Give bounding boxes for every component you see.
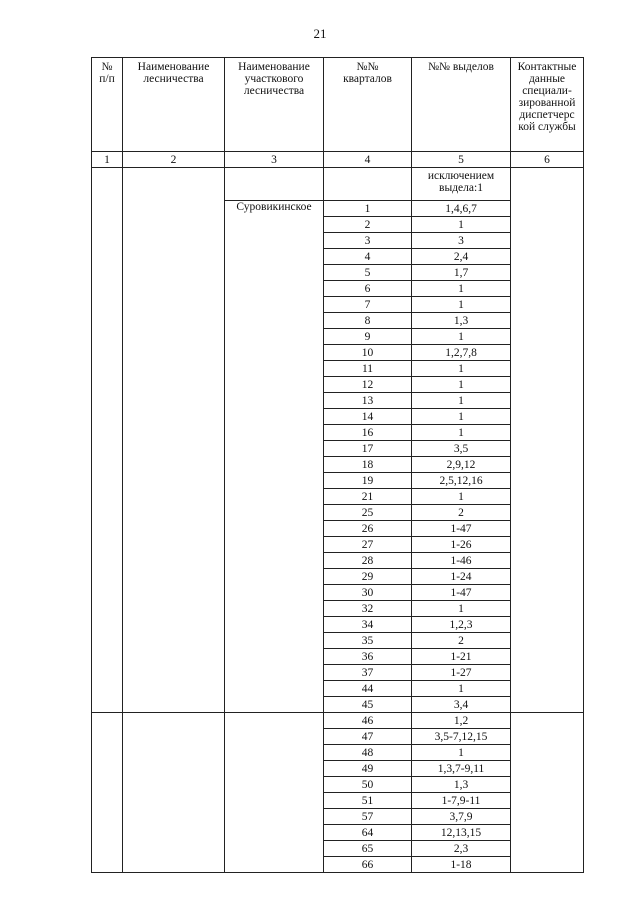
kvartal-cell: 64	[324, 825, 412, 841]
kvartal-cell: 28	[324, 553, 412, 569]
vydel-cell: 2,9,12	[412, 457, 511, 473]
header-cell: № п/п	[92, 58, 123, 152]
kvartal-cell: 1	[324, 201, 412, 217]
vydel-cell: 1,4,6,7	[412, 201, 511, 217]
column-number: 6	[511, 152, 584, 168]
vydel-cell: 1,2,3	[412, 617, 511, 633]
column-number: 4	[324, 152, 412, 168]
kvartal-cell: 37	[324, 665, 412, 681]
kvartal-cell: 30	[324, 585, 412, 601]
kvartal-cell: 19	[324, 473, 412, 489]
uchastkovoe-cell	[225, 168, 324, 201]
header-cell: Наименование лесничества	[123, 58, 225, 152]
vydel-cell: 1-24	[412, 569, 511, 585]
vydel-cell: 1,3,7-9,11	[412, 761, 511, 777]
kvartal-cell: 48	[324, 745, 412, 761]
kvartal-cell: 45	[324, 697, 412, 713]
vydel-cell: 1,2	[412, 713, 511, 729]
vydel-cell: 1-47	[412, 585, 511, 601]
vydel-cell: 1	[412, 217, 511, 233]
header-cell: №№ кварталов	[324, 58, 412, 152]
column-number: 2	[123, 152, 225, 168]
table-row	[92, 713, 584, 729]
vydel-cell: 1	[412, 425, 511, 441]
vydel-cell: 1	[412, 281, 511, 297]
kvartal-cell	[324, 168, 412, 201]
vydel-cell: 1	[412, 377, 511, 393]
header-row	[92, 58, 584, 152]
kvartal-cell: 12	[324, 377, 412, 393]
kvartal-cell: 26	[324, 521, 412, 537]
kvartal-cell: 46	[324, 713, 412, 729]
kvartal-cell: 27	[324, 537, 412, 553]
kvartal-cell: 57	[324, 809, 412, 825]
uchastkovoe-name: Суровикинское	[225, 201, 324, 713]
kvartal-cell: 4	[324, 249, 412, 265]
forestry-table	[91, 57, 584, 873]
vydel-cell: 1,3	[412, 313, 511, 329]
kvartal-cell: 8	[324, 313, 412, 329]
kvartal-cell: 29	[324, 569, 412, 585]
kvartal-cell: 44	[324, 681, 412, 697]
vydel-cell: 1	[412, 601, 511, 617]
vydel-cell: 2,5,12,16	[412, 473, 511, 489]
exclusion-note: исключением выдела:1	[412, 168, 511, 201]
kvartal-cell: 35	[324, 633, 412, 649]
vydel-cell: 2,4	[412, 249, 511, 265]
kvartal-cell: 34	[324, 617, 412, 633]
kvartal-cell: 3	[324, 233, 412, 249]
kvartal-cell: 11	[324, 361, 412, 377]
vydel-cell: 1	[412, 489, 511, 505]
vydel-cell: 3,5	[412, 441, 511, 457]
vydel-cell: 1-26	[412, 537, 511, 553]
vydel-cell: 1	[412, 681, 511, 697]
kvartal-cell: 7	[324, 297, 412, 313]
vydel-cell: 3,7,9	[412, 809, 511, 825]
column-number: 1	[92, 152, 123, 168]
vydel-cell: 3,5-7,12,15	[412, 729, 511, 745]
kvartal-cell: 51	[324, 793, 412, 809]
vydel-cell: 1	[412, 745, 511, 761]
kvartal-cell: 13	[324, 393, 412, 409]
kvartal-cell: 14	[324, 409, 412, 425]
kvartal-cell: 17	[324, 441, 412, 457]
vydel-cell: 1-7,9-11	[412, 793, 511, 809]
page-number: 21	[313, 26, 327, 41]
kvartal-cell: 9	[324, 329, 412, 345]
vydel-cell: 1	[412, 409, 511, 425]
vydel-cell: 1,2,7,8	[412, 345, 511, 361]
column-number: 5	[412, 152, 511, 168]
vydel-cell: 1,7	[412, 265, 511, 281]
kvartal-cell: 65	[324, 841, 412, 857]
vydel-cell: 1-27	[412, 665, 511, 681]
vydel-cell: 1-18	[412, 857, 511, 873]
kvartal-cell: 66	[324, 857, 412, 873]
kvartal-cell: 21	[324, 489, 412, 505]
contact-cell	[511, 713, 584, 873]
column-number: 3	[225, 152, 324, 168]
vydel-cell: 2	[412, 633, 511, 649]
kvartal-cell: 10	[324, 345, 412, 361]
kvartal-cell: 18	[324, 457, 412, 473]
header-cell: №№ выделов	[412, 58, 511, 152]
header-cell: Контактные данные специали- зированной диспетчерс кой службы	[511, 58, 584, 152]
kvartal-cell: 50	[324, 777, 412, 793]
vydel-cell: 1	[412, 393, 511, 409]
kvartal-cell: 6	[324, 281, 412, 297]
column-number-row	[92, 152, 584, 168]
vydel-cell: 12,13,15	[412, 825, 511, 841]
kvartal-cell: 5	[324, 265, 412, 281]
vydel-cell: 3,4	[412, 697, 511, 713]
kvartal-cell: 49	[324, 761, 412, 777]
row-number-cell	[92, 168, 123, 713]
kvartal-cell: 16	[324, 425, 412, 441]
vydel-cell: 2	[412, 505, 511, 521]
lesnichestvo-cell	[123, 713, 225, 873]
kvartal-cell: 47	[324, 729, 412, 745]
vydel-cell: 1,3	[412, 777, 511, 793]
vydel-cell: 1	[412, 329, 511, 345]
contact-cell	[511, 168, 584, 713]
vydel-cell: 2,3	[412, 841, 511, 857]
vydel-cell: 3	[412, 233, 511, 249]
kvartal-cell: 25	[324, 505, 412, 521]
header-cell: Наименование участкового лесничества	[225, 58, 324, 152]
table-row	[92, 168, 584, 201]
kvartal-cell: 32	[324, 601, 412, 617]
row-number-cell	[92, 713, 123, 873]
vydel-cell: 1	[412, 361, 511, 377]
vydel-cell: 1-47	[412, 521, 511, 537]
vydel-cell: 1-46	[412, 553, 511, 569]
vydel-cell: 1	[412, 297, 511, 313]
lesnichestvo-cell	[123, 168, 225, 713]
kvartal-cell: 36	[324, 649, 412, 665]
kvartal-cell: 2	[324, 217, 412, 233]
vydel-cell: 1-21	[412, 649, 511, 665]
uchastkovoe-cell	[225, 713, 324, 873]
